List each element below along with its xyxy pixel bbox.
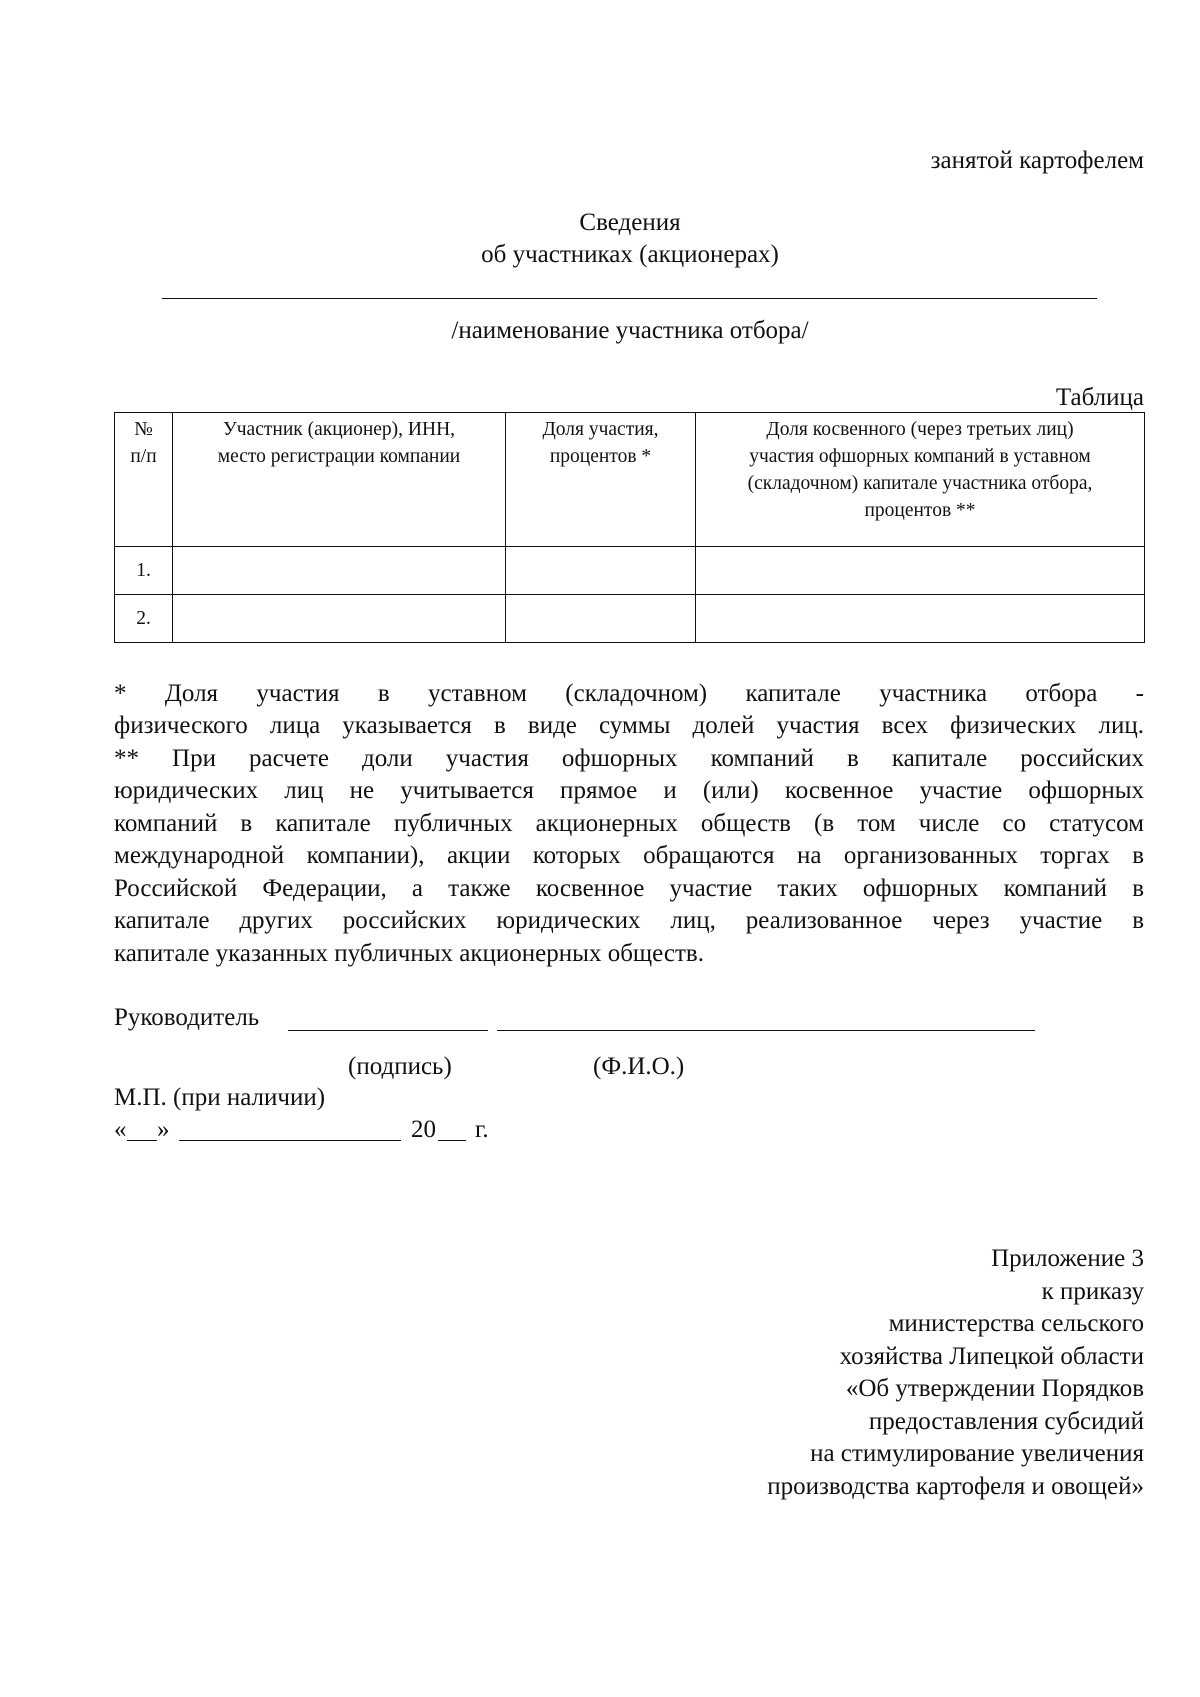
offshore-share-cell	[696, 547, 1145, 595]
head-label: Руководитель	[114, 1004, 260, 1031]
appendix-line: министерства сельского	[888, 1310, 1144, 1337]
signature-line	[288, 1030, 488, 1031]
note-line: физического лица указывается в виде суммы долей участия всех физических лиц.	[114, 712, 1144, 739]
note-line: ** При расчете доли участия офшорных компаний в капитале российских	[114, 745, 1144, 772]
appendix-line: предоставления субсидий	[868, 1408, 1144, 1435]
note-line: юридических лиц не учитывается прямое и (или) косвенное участие офшорных	[114, 777, 1144, 804]
date-day-line	[127, 1140, 157, 1141]
header-fragment: занятой картофелем	[930, 147, 1144, 174]
participant-cell	[173, 547, 506, 595]
header-offshore-share: Доля косвенного (через третьих лиц) участия офшорных компаний в уставном (складочном) капитале участника отбора, процентов **	[696, 413, 1145, 547]
document-title: Сведения	[579, 209, 681, 236]
row-number: 1.	[115, 547, 173, 595]
participants-table	[114, 412, 1145, 643]
document-subtitle: об участниках (акционерах)	[481, 241, 779, 268]
stamp-label: М.П. (при наличии)	[114, 1084, 326, 1111]
date-open-quote: «	[114, 1116, 127, 1143]
table-caption: Таблица	[1055, 384, 1144, 411]
appendix-line: хозяйства Липецкой области	[839, 1343, 1144, 1370]
appendix-line: к приказу	[1041, 1278, 1144, 1305]
date-close-quote: »	[157, 1116, 170, 1143]
share-cell	[506, 547, 696, 595]
offshore-share-cell	[696, 595, 1145, 643]
appendix-line: Приложение 3	[991, 1245, 1144, 1272]
participant-name-caption: /наименование участника отбора/	[451, 317, 809, 344]
appendix-line: производства картофеля и овощей»	[767, 1473, 1144, 1500]
note-line: капитале других российских юридических лиц, реализованное через участие в	[114, 907, 1144, 934]
participant-cell	[173, 595, 506, 643]
appendix-line: на стимулирование увеличения	[810, 1440, 1144, 1467]
share-cell	[506, 595, 696, 643]
name-caption: (Ф.И.О.)	[593, 1053, 685, 1080]
appendix-line: «Об утверждении Порядков	[845, 1375, 1144, 1402]
date-year-suffix: г.	[475, 1116, 489, 1143]
header-participant: Участник (акционер), ИНН, место регистрации компании	[173, 413, 506, 547]
date-year-prefix: 20	[411, 1116, 436, 1143]
note-line: капитале указанных публичных акционерных обществ.	[114, 940, 704, 967]
table-header-row	[115, 413, 1145, 547]
header-number: № п/п	[115, 413, 173, 547]
note-line: Российской Федерации, а также косвенное участие таких офшорных компаний в	[114, 875, 1144, 902]
note-line: * Доля участия в уставном (складочном) капитале участника отбора -	[114, 680, 1144, 707]
note-line: международной компании), акции которых обращаются на организованных торгах в	[114, 842, 1144, 869]
date-month-line	[179, 1140, 401, 1141]
date-year-line	[438, 1140, 466, 1141]
signature-caption: (подпись)	[348, 1053, 452, 1080]
name-line	[497, 1030, 1035, 1031]
table-row	[115, 595, 1145, 643]
table-row	[115, 547, 1145, 595]
header-share: Доля участия, процентов *	[506, 413, 696, 547]
note-line: компаний в капитале публичных акционерных обществ (в том числе со статусом	[114, 810, 1144, 837]
row-number: 2.	[115, 595, 173, 643]
participant-name-line	[162, 298, 1097, 299]
